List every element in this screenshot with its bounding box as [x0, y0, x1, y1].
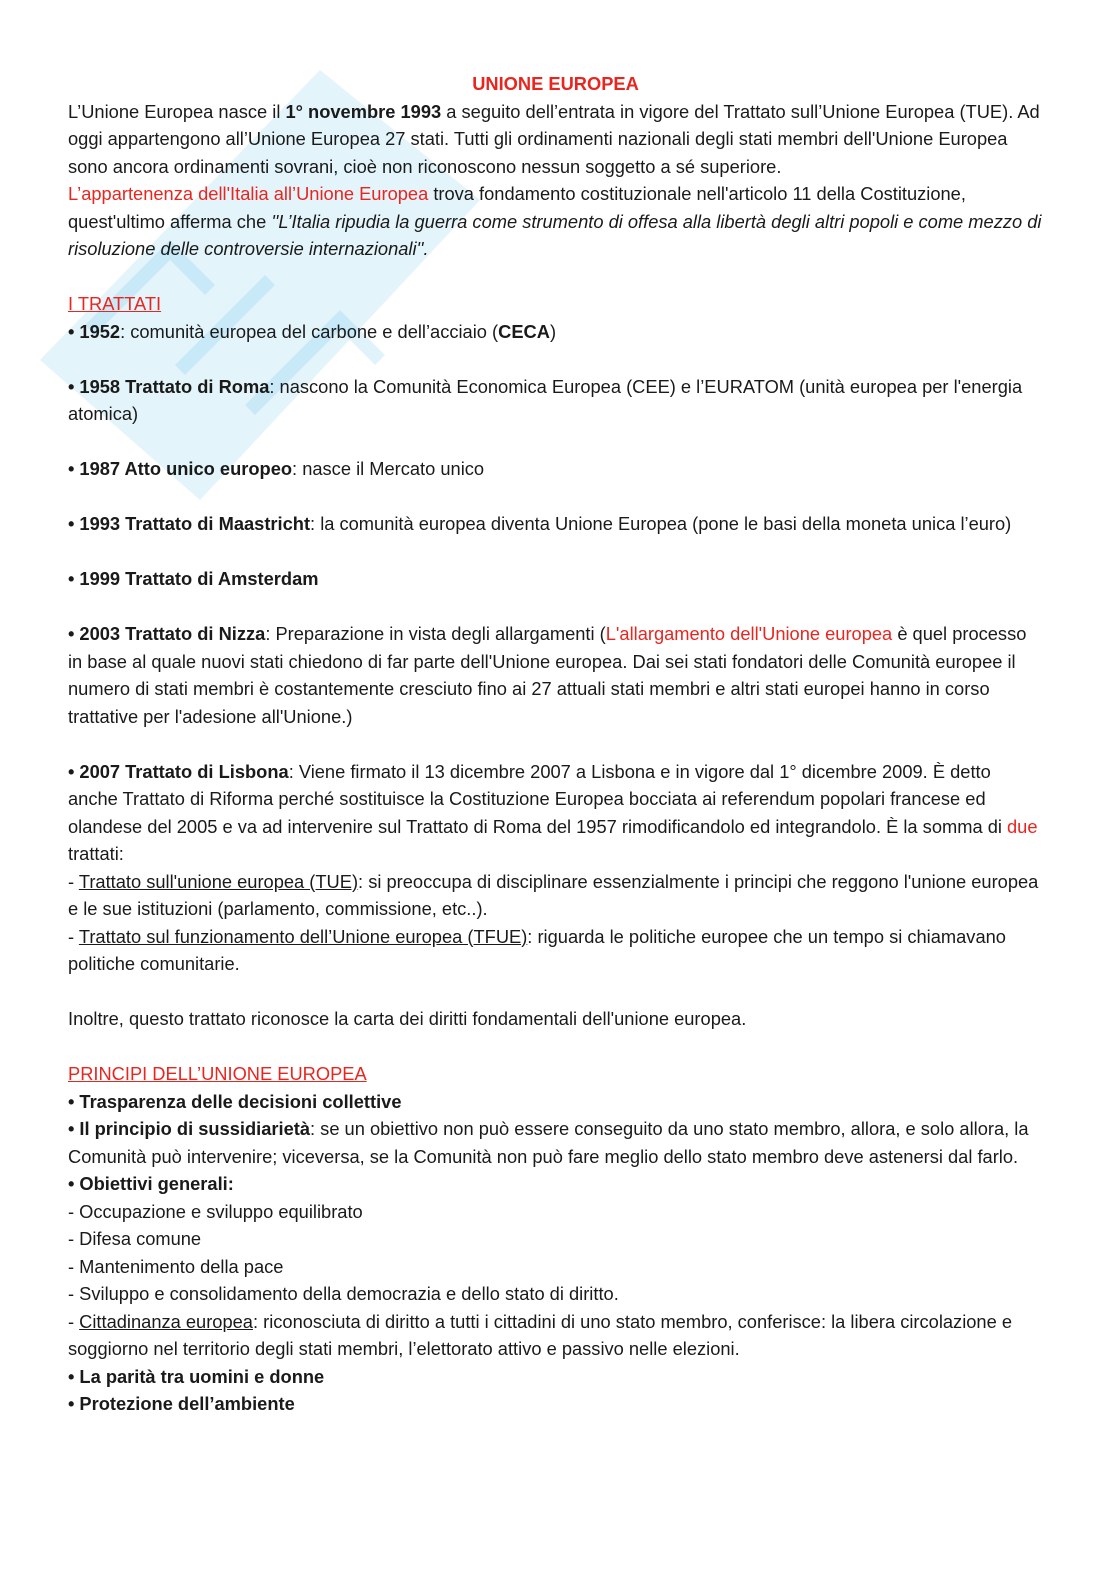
page-title: UNIONE EUROPEA	[472, 73, 639, 94]
inoltre-paragraph: Inoltre, questo trattato riconosce la carta dei diritti fondamentali dell'unione europea.	[68, 1008, 747, 1029]
obiettivo-item: - Occupazione e sviluppo equilibrato	[68, 1200, 363, 1222]
list-item-1993: • 1993 Trattato di Maastricht: la comunità europea diventa Unione Europea (pone le basi della moneta unica l’euro)	[68, 510, 1043, 538]
obiettivo-item: - Sviluppo e consolidamento della democrazia e dello stato di diritto.	[68, 1283, 619, 1304]
list-item-1999: • 1999 Trattato di Amsterdam	[68, 565, 1043, 593]
list-item-2003: • 2003 Trattato di Nizza: Preparazione in vista degli allargamenti (L'allargamento dell'Unione europea è quel processo in base al quale nuovi stati chiedono di far parte dell'Unione europea. Dai sei stati fondatori delle Comunità europee il numero di stati membri è costantemente cresciuto fino ai 27 attuali stati membri e altri stati europei hanno in corso trattative per l'adesione all'Unione.)	[68, 620, 1043, 730]
list-item-1958: • 1958 Trattato di Roma: nascono la Comunità Economica Europea (CEE) e l’EURATOM (unità europea per l'energia atomica)	[68, 373, 1043, 428]
constitution-paragraph: L’appartenenza dell'Italia all’Unione Europea trova fondamento costituzionale nell'articolo 11 della Costituzione, quest'ultimo afferma che ''L’Italia ripudia la guerra come strumento di offesa alla libertà degli altri popoli e come mezzo di risoluzione delle controversie internazionali''.	[68, 183, 1042, 259]
list-item-ambiente: • Protezione dell’ambiente	[68, 1390, 1043, 1418]
sub-item-tfue: - Trattato sul funzionamento dell’Unione europea (TFUE): riguarda le politiche europee che un tempo si chiamavano politiche comunitarie.	[68, 925, 1006, 974]
list-item-parita: • La parità tra uomini e donne	[68, 1363, 1043, 1391]
section-heading-principi: PRINCIPI DELL’UNIONE EUROPEA	[68, 1063, 367, 1084]
list-item-2007: • 2007 Trattato di Lisbona: Viene firmato il 13 dicembre 2007 a Lisbona e in vigore dal 1° dicembre 2009. È detto anche Trattato di Riforma perché sostituisce la Costituzione Europea bocciata ai referendum popolari francese ed olandese del 2005 e va ad intervenire sul Trattato di Roma del 1957 rimodificandolo ed integrandolo. È la somma di due trattati:	[68, 758, 1043, 868]
obiettivo-item: - Mantenimento della pace	[68, 1255, 284, 1277]
list-item-1952: • 1952: comunità europea del carbone e dell’acciaio (CECA)	[68, 318, 1043, 346]
document-page	[68, 70, 1043, 1418]
founding-date: 1° novembre 1993	[285, 100, 442, 122]
list-item-1987: • 1987 Atto unico europeo: nasce il Mercato unico	[68, 455, 1043, 483]
section-heading-trattati: I TRATTATI	[68, 293, 162, 314]
intro-paragraph: L’Unione Europea nasce il 1° novembre 1993 a seguito dell’entrata in vigore del Trattato sull’Unione Europea (TUE). Ad oggi appartengono all’Unione Europea 27 stati. Tutti gli ordinamenti nazionali degli stati membri dell'Unione Europea sono ancora ordinamenti sovrani, cioè non riconoscono nessun soggetto a sé superiore.	[68, 100, 1040, 177]
obiettivo-cittadinanza: - Cittadinanza europea: riconosciuta di diritto a tutti i cittadini di uno stato membro, conferisce: la libera circolazione e soggiorno nel territorio degli stati membri, l’elettorato attivo e passivo nelle elezioni.	[68, 1310, 1012, 1359]
highlighted-phrase: L’appartenenza dell'Italia all’Unione Europea	[68, 183, 429, 204]
list-item-obiettivi: • Obiettivi generali:	[68, 1170, 1043, 1198]
sub-item-tue: - Trattato sull'unione europea (TUE): si preoccupa di disciplinare essenzialmente i principi che reggono l'unione europea e le sue istituzioni (parlamento, commissione, etc..).	[68, 870, 1039, 919]
obiettivo-item: - Difesa comune	[68, 1228, 202, 1249]
article-quote: ''L’Italia ripudia la guerra come strumento di offesa alla libertà degli altri popoli e come mezzo di risoluzione delle controversie internazionali''.	[68, 210, 1042, 259]
list-item-trasparenza: • Trasparenza delle decisioni collettive	[68, 1088, 1043, 1116]
list-item-sussidiarieta: • Il principio di sussidiarietà: se un obiettivo non può essere conseguito da uno stato membro, allora, e solo allora, la Comunità può intervenire; viceversa, se la Comunità non può fare meglio dello stato membro deve astenersi dal farlo.	[68, 1115, 1043, 1170]
